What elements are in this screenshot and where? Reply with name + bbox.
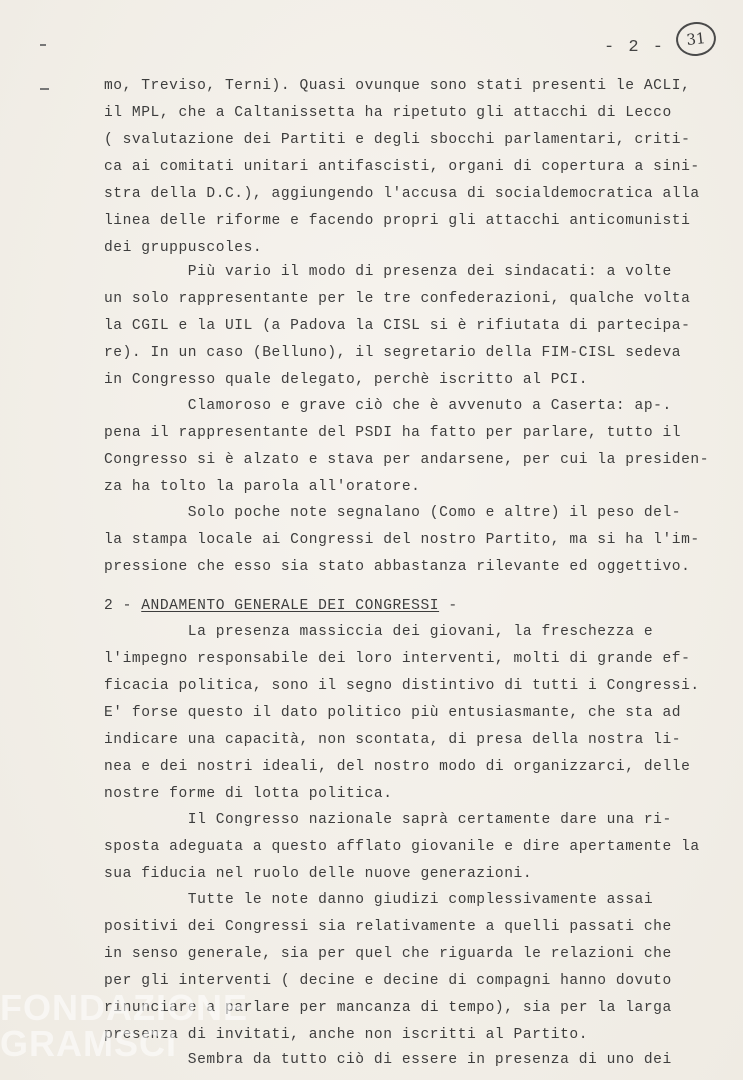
text-line: un solo rappresentante per le tre confederazioni, qualche volta (104, 291, 691, 307)
archive-watermark (0, 987, 248, 1064)
text-line: ficacia politica, sono il segno distintivo di tutti i Congressi. (104, 678, 700, 694)
text-line: per gli interventi ( decine e decine di compagni hanno dovuto (104, 973, 672, 989)
text-line: sposta adeguata a questo afflato giovanile e dire apertamente la (104, 839, 700, 855)
text-line: mo, Treviso, Terni). Quasi ovunque sono stati presenti le ACLI, (104, 78, 691, 94)
text-line: linea delle riforme e facendo propri gli attacchi anticomunisti (104, 213, 691, 229)
text-line: za ha tolto la parola all'oratore. (104, 479, 421, 495)
text-line: dei gruppuscoles. (104, 240, 263, 256)
text-line: sua fiducia nel ruolo delle nuove generazioni. (104, 866, 533, 882)
archive-number-stamp: 31 (674, 20, 717, 58)
watermark-line: GRAMSCI (0, 1023, 177, 1064)
text-line: il MPL, che a Caltanissetta ha ripetuto gli attacchi di Lecco (104, 105, 672, 121)
section-heading (104, 598, 458, 614)
text-line: la stampa locale ai Congressi del nostro Partito, ma si ha l'im- (104, 532, 700, 548)
text-line: indicare una capacità, non scontata, di presa della nostra li- (104, 732, 682, 748)
text-line: rinunciare a parlare per mancanza di tempo), sia per la larga (104, 1000, 672, 1016)
text-line: in senso generale, sia per quel che riguarda le relazioni che (104, 946, 672, 962)
margin-mark (40, 88, 49, 90)
text-line: Il Congresso nazionale saprà certamente dare una ri- (104, 812, 672, 828)
text-line: La presenza massiccia dei giovani, la freschezza e (104, 624, 654, 640)
text-line: E' forse questo il dato politico più entusiasmante, che sta ad (104, 705, 682, 721)
text-line: presenza di invitati, anche non iscritti al Partito. (104, 1027, 588, 1043)
text-line: positivi dei Congressi sia relativamente a quelli passati che (104, 919, 672, 935)
text-line: stra della D.C.), aggiungendo l'accusa di socialdemocratica alla (104, 186, 700, 202)
page-number: - 2 - (604, 38, 666, 57)
text-line: re). In un caso (Belluno), il segretario della FIM-CISL sedeva (104, 345, 682, 361)
text-line: Solo poche note segnalano (Como e altre) il peso del- (104, 505, 682, 521)
text-line: nea e dei nostri ideali, del nostro modo di organizzarci, delle (104, 759, 691, 775)
text-line: ( svalutazione dei Partiti e degli sbocchi parlamentari, criti- (104, 132, 691, 148)
text-line: Congresso si è alzato e stava per andarsene, per cui la presiden- (104, 452, 709, 468)
text-line: la CGIL e la UIL (a Padova la CISL si è rifiutata di partecipa- (104, 318, 691, 334)
text-line: nostre forme di lotta politica. (104, 786, 393, 802)
text-line: pressione che esso sia stato abbastanza rilevante ed oggettivo. (104, 559, 691, 575)
text-line: ca ai comitati unitari antifascisti, organi di copertura a sini- (104, 159, 700, 175)
text-line: in Congresso quale delegato, perchè iscritto al PCI. (104, 372, 588, 388)
text-line: Sembra da tutto ciò di essere in presenza di uno dei (104, 1052, 672, 1068)
section-title: ANDAMENTO GENERALE DEI CONGRESSI (141, 598, 440, 614)
text-line: Tutte le note danno giudizi complessivamente assai (104, 892, 654, 908)
section-number: 2 - (104, 598, 142, 614)
text-line: pena il rappresentante del PSDI ha fatto per parlare, tutto il (104, 425, 682, 441)
section-suffix: - (439, 598, 458, 614)
margin-mark (40, 44, 46, 46)
text-line: Clamoroso e grave ciò che è avvenuto a Caserta: ap-. (104, 398, 672, 414)
text-line: Più vario il modo di presenza dei sindacati: a volte (104, 264, 672, 280)
watermark-line: FONDAZIONE (0, 987, 248, 1028)
text-line: l'impegno responsabile dei loro interventi, molti di grande ef- (104, 651, 691, 667)
